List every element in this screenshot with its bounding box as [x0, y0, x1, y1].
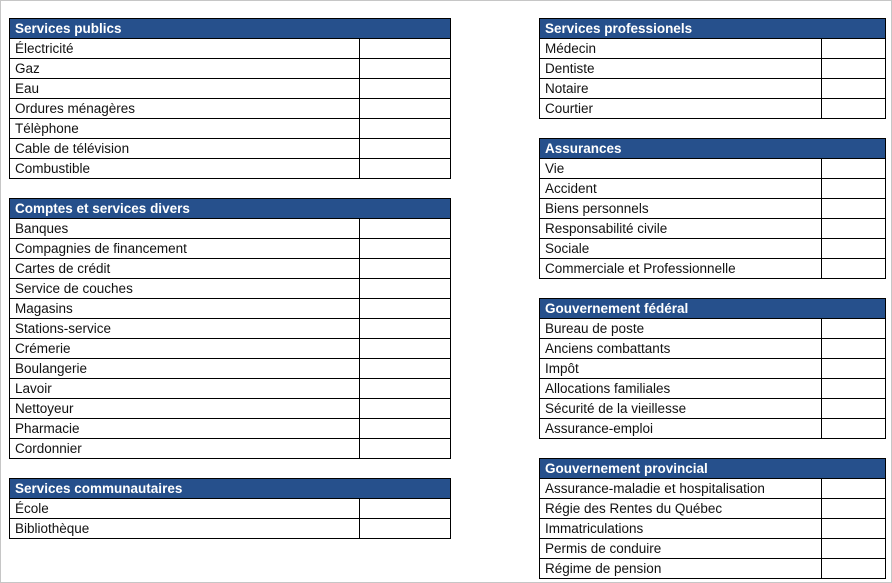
table-gouvernement-provincial: [539, 458, 886, 579]
table-row: [10, 219, 451, 239]
check-cell[interactable]: [360, 339, 451, 359]
check-cell[interactable]: [822, 559, 886, 579]
table-header-row: [540, 139, 886, 159]
table-row: [540, 419, 886, 439]
table-header-row: [540, 19, 886, 39]
table-row: [540, 39, 886, 59]
check-cell[interactable]: [822, 379, 886, 399]
check-cell[interactable]: [360, 119, 451, 139]
table-header-row: [540, 299, 886, 319]
item-label: Combustible: [10, 159, 360, 179]
table-row: [10, 39, 451, 59]
check-cell[interactable]: [360, 359, 451, 379]
item-label: Régie des Rentes du Québec: [540, 499, 822, 519]
item-label: Sociale: [540, 239, 822, 259]
item-label: Commerciale et Professionnelle: [540, 259, 822, 279]
table-row: [10, 439, 451, 459]
table-row: [540, 199, 886, 219]
table-row: [10, 419, 451, 439]
item-label: Banques: [10, 219, 360, 239]
item-label: Compagnies de financement: [10, 239, 360, 259]
item-label: Nettoyeur: [10, 399, 360, 419]
table-row: [10, 359, 451, 379]
check-cell[interactable]: [360, 279, 451, 299]
check-cell[interactable]: [360, 499, 451, 519]
item-label: Médecin: [540, 39, 822, 59]
table-row: [10, 379, 451, 399]
table-row: [10, 119, 451, 139]
item-label: Cartes de crédit: [10, 259, 360, 279]
item-label: Magasins: [10, 299, 360, 319]
check-cell[interactable]: [360, 219, 451, 239]
check-cell[interactable]: [360, 239, 451, 259]
table-services-professionels: [539, 18, 886, 119]
table-row: [540, 179, 886, 199]
check-cell[interactable]: [360, 379, 451, 399]
table-row: [10, 139, 451, 159]
item-label: Électricité: [10, 39, 360, 59]
table-row: [10, 99, 451, 119]
check-cell[interactable]: [822, 179, 886, 199]
table-row: [10, 239, 451, 259]
check-cell[interactable]: [360, 99, 451, 119]
check-cell[interactable]: [360, 439, 451, 459]
item-label: Pharmacie: [10, 419, 360, 439]
item-label: Immatriculations: [540, 519, 822, 539]
item-label: Allocations familiales: [540, 379, 822, 399]
table-row: [10, 499, 451, 519]
item-label: Impôt: [540, 359, 822, 379]
item-label: Permis de conduire: [540, 539, 822, 559]
table-header-row: [540, 459, 886, 479]
table-header-row: [10, 19, 451, 39]
item-label: Stations-service: [10, 319, 360, 339]
table-title: Services professionels: [540, 19, 886, 39]
check-cell[interactable]: [360, 319, 451, 339]
check-cell[interactable]: [360, 259, 451, 279]
table-row: [10, 319, 451, 339]
item-label: Sécurité de la vieillesse: [540, 399, 822, 419]
check-cell[interactable]: [822, 199, 886, 219]
check-cell[interactable]: [360, 519, 451, 539]
check-cell[interactable]: [360, 419, 451, 439]
check-cell[interactable]: [360, 299, 451, 319]
table-row: [540, 339, 886, 359]
table-title: Services communautaires: [10, 479, 451, 499]
check-cell[interactable]: [822, 519, 886, 539]
item-label: Accident: [540, 179, 822, 199]
item-label: Responsabilité civile: [540, 219, 822, 239]
check-cell[interactable]: [822, 259, 886, 279]
check-cell[interactable]: [822, 539, 886, 559]
item-label: Biens personnels: [540, 199, 822, 219]
table-row: [540, 379, 886, 399]
item-label: Ordures ménagères: [10, 99, 360, 119]
table-row: [540, 59, 886, 79]
table-row: [10, 399, 451, 419]
check-cell[interactable]: [822, 39, 886, 59]
table-row: [540, 559, 886, 579]
check-cell[interactable]: [822, 319, 886, 339]
item-label: Eau: [10, 79, 360, 99]
table-services-publics: [9, 18, 451, 179]
item-label: Régime de pension: [540, 559, 822, 579]
item-label: Anciens combattants: [540, 339, 822, 359]
check-cell[interactable]: [360, 79, 451, 99]
table-row: [10, 79, 451, 99]
table-header-row: [10, 479, 451, 499]
item-label: Cordonnier: [10, 439, 360, 459]
item-label: Gaz: [10, 59, 360, 79]
item-label: Dentiste: [540, 59, 822, 79]
table-row: [540, 239, 886, 259]
table-title: Assurances: [540, 139, 886, 159]
table-title: Comptes et services divers: [10, 199, 451, 219]
item-label: Vie: [540, 159, 822, 179]
check-cell[interactable]: [822, 219, 886, 239]
table-row: [540, 479, 886, 499]
item-label: Bibliothèque: [10, 519, 360, 539]
table-row: [540, 539, 886, 559]
check-cell[interactable]: [822, 419, 886, 439]
item-label: Courtier: [540, 99, 822, 119]
check-cell[interactable]: [360, 39, 451, 59]
check-cell[interactable]: [822, 479, 886, 499]
check-cell[interactable]: [360, 59, 451, 79]
check-cell[interactable]: [822, 499, 886, 519]
item-label: Boulangerie: [10, 359, 360, 379]
table-header-row: [10, 199, 451, 219]
check-cell[interactable]: [822, 59, 886, 79]
table-row: [540, 319, 886, 339]
table-row: [540, 219, 886, 239]
table-row: [10, 279, 451, 299]
item-label: Bureau de poste: [540, 319, 822, 339]
check-cell[interactable]: [822, 159, 886, 179]
item-label: École: [10, 499, 360, 519]
table-row: [10, 159, 451, 179]
check-cell[interactable]: [360, 159, 451, 179]
table-row: [540, 499, 886, 519]
table-title: Services publics: [10, 19, 451, 39]
table-row: [540, 399, 886, 419]
table-row: [10, 299, 451, 319]
table-row: [540, 99, 886, 119]
table-row: [10, 59, 451, 79]
table-row: [540, 79, 886, 99]
table-comptes-et-services-divers: [9, 198, 451, 459]
check-cell[interactable]: [360, 399, 451, 419]
check-cell[interactable]: [822, 359, 886, 379]
item-label: Lavoir: [10, 379, 360, 399]
item-label: Assurance-emploi: [540, 419, 822, 439]
table-assurances: [539, 138, 886, 279]
table-title: Gouvernement provincial: [540, 459, 886, 479]
table-gouvernement-federal: [539, 298, 886, 439]
item-label: Notaire: [540, 79, 822, 99]
item-label: Télèphone: [10, 119, 360, 139]
item-label: Service de couches: [10, 279, 360, 299]
check-cell[interactable]: [822, 79, 886, 99]
item-label: Assurance-maladie et hospitalisation: [540, 479, 822, 499]
item-label: Cable de télévision: [10, 139, 360, 159]
check-cell[interactable]: [822, 399, 886, 419]
table-row: [540, 259, 886, 279]
table-row: [10, 339, 451, 359]
table-title: Gouvernement fédéral: [540, 299, 886, 319]
check-cell[interactable]: [822, 99, 886, 119]
check-cell[interactable]: [822, 339, 886, 359]
table-row: [540, 519, 886, 539]
item-label: Crémerie: [10, 339, 360, 359]
table-row: [540, 359, 886, 379]
table-row: [10, 259, 451, 279]
check-cell[interactable]: [822, 239, 886, 259]
table-row: [540, 159, 886, 179]
table-services-communautaires: [9, 478, 451, 539]
table-row: [10, 519, 451, 539]
check-cell[interactable]: [360, 139, 451, 159]
